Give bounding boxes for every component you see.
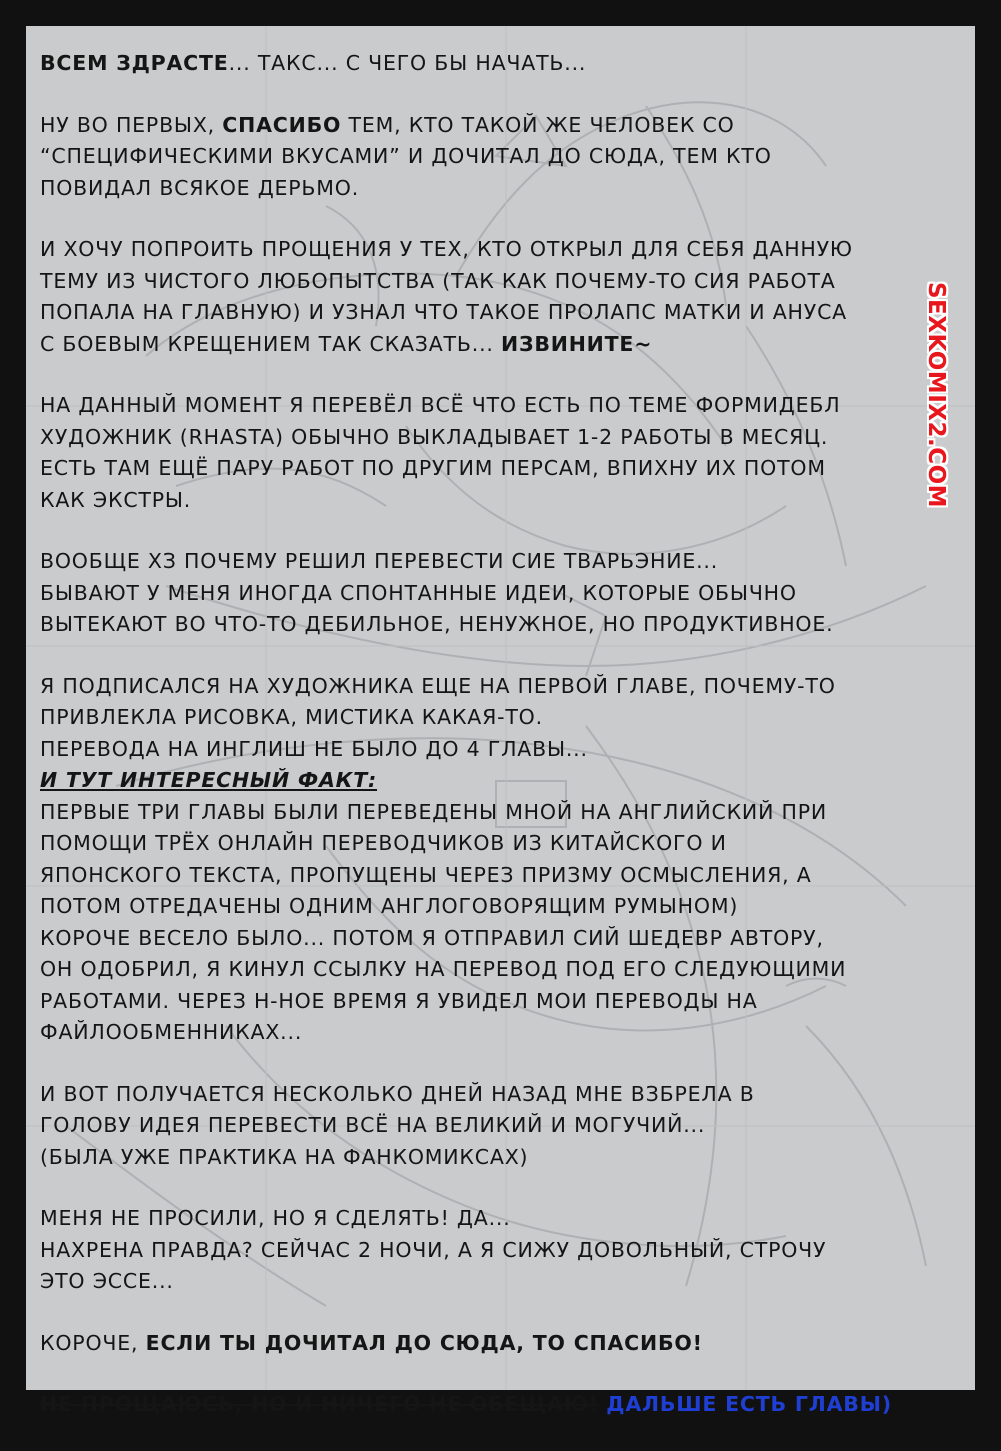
- text-line: [40, 923, 940, 955]
- text-segment: ЯПОНСКОГО ТЕКСТА, ПРОПУЩЕНЫ ЧЕРЕЗ ПРИЗМУ ОСМЫСЛЕНИЯ, А: [40, 862, 812, 887]
- paragraph: [40, 671, 940, 1049]
- text-line: [40, 1017, 940, 1049]
- text-segment: Я ПОДПИСАЛСЯ НА ХУДОЖНИКА ЕЩЕ НА ПЕРВОЙ ГЛАВЕ, ПОЧЕМУ-ТО: [40, 673, 836, 698]
- text-line: [40, 48, 940, 80]
- text-segment: (БЫЛА УЖЕ ПРАКТИКА НА ФАНКОМИКСАХ): [40, 1144, 529, 1169]
- text-segment: ЭТО ЭССЕ...: [40, 1269, 174, 1293]
- text-segment: ХУДОЖНИК (RHASTA) ОБЫЧНО ВЫКЛАДЫВАЕТ 1-2 РАБОТЫ В МЕСЯЦ.: [40, 424, 829, 449]
- text-segment: ЕСТЬ ТАМ ЕЩЁ ПАРУ РАБОТ ПО ДРУГИМ ПЕРСАМ, ВПИХНУ ИХ ПОТОМ: [40, 456, 826, 480]
- next-chapters-note: ДАЛЬШЕ ЕСТЬ ГЛАВЫ): [606, 1392, 892, 1416]
- text-segment: ФАЙЛООБМЕННИКАХ...: [40, 1020, 303, 1044]
- paragraph: [40, 1389, 940, 1421]
- paragraph: [40, 390, 940, 516]
- text-segment: ОН ОДОБРИЛ, Я КИНУЛ ССЫЛКУ НА ПЕРЕВОД ПОД ЕГО СЛЕДУЮЩИМИ: [40, 957, 847, 981]
- text-line: [40, 546, 940, 578]
- text-line: [40, 702, 940, 734]
- text-segment: ТЕМУ ИЗ ЧИСТОГО ЛЮБОПЫТСТВА (ТАК КАК ПОЧЕМУ-ТО СИЯ РАБОТА: [40, 268, 836, 293]
- text-line: [40, 797, 940, 829]
- text-line: [40, 1203, 940, 1235]
- text-segment: ВЫТЕКАЮТ ВО ЧТО-ТО ДЕБИЛЬНОЕ, НЕНУЖНОЕ, НО ПРОДУКТИВНОЕ.: [40, 612, 834, 636]
- text-segment: И ВОТ ПОЛУЧАЕТСЯ НЕСКОЛЬКО ДНЕЙ НАЗАД МНЕ ВЗБРЕЛА В: [40, 1081, 755, 1106]
- paragraph: [40, 1203, 940, 1298]
- text-line: [40, 1142, 940, 1174]
- watermark-text: SEXKOMIX2.COM: [923, 281, 949, 509]
- text-line: [40, 173, 940, 205]
- paragraph: [40, 48, 940, 80]
- text-segment: ИЗВИНИТЕ~: [501, 331, 653, 356]
- paragraph: [40, 110, 940, 205]
- text-line: [40, 1266, 940, 1298]
- text-segment: РАБОТАМИ. ЧЕРЕЗ Н-НОЕ ВРЕМЯ Я УВИДЕЛ МОИ ПЕРЕВОДЫ НА: [40, 988, 758, 1013]
- paragraph: [40, 234, 940, 360]
- text-segment: СПАСИБО: [222, 112, 342, 137]
- text-segment: НЕ ПРОЩАЮСЬ, НО И НИЧЕГО НЕ ОБЕЩАЮ!: [40, 1392, 599, 1416]
- text-line: [40, 110, 940, 142]
- text-segment: ГОЛОВУ ИДЕЯ ПЕРЕВЕСТИ ВСЁ НА ВЕЛИКИЙ И МОГУЧИЙ...: [40, 1113, 706, 1137]
- text-line: [40, 422, 940, 454]
- text-segment: ПОВИДАЛ ВСЯКОЕ ДЕРЬМО.: [40, 175, 360, 200]
- text-segment: И ТУТ ИНТЕРЕСНЫЙ ФАКТ:: [40, 768, 378, 792]
- text-line: [40, 297, 940, 329]
- text-segment: ЕСЛИ ТЫ ДОЧИТАЛ ДО СЮДА, ТО СПАСИБО!: [145, 1330, 703, 1355]
- text-line: [40, 828, 940, 860]
- text-line: [40, 860, 940, 892]
- text-line: [40, 1079, 940, 1111]
- text-segment: НАХРЕНА ПРАВДА? СЕЙЧАС 2 НОЧИ, А Я СИЖУ ДОВОЛЬНЫЙ, СТРОЧУ: [40, 1237, 827, 1262]
- text-line: [40, 390, 940, 422]
- translator-note-text: [40, 48, 940, 1451]
- text-segment: КОРОЧЕ,: [40, 1330, 146, 1355]
- text-line: [40, 1235, 940, 1267]
- text-segment: БЫВАЮТ У МЕНЯ ИНОГДА СПОНТАННЫЕ ИДЕИ, КОТОРЫЕ ОБЫЧНО: [40, 580, 797, 605]
- text-line: [40, 329, 940, 361]
- text-segment: НА ДАННЫЙ МОМЕНТ Я ПЕРЕВЁЛ ВСЁ ЧТО ЕСТЬ ПО ТЕМЕ ФОРМИДЕБЛ: [40, 393, 841, 417]
- page-frame: [26, 26, 975, 1416]
- text-segment: С БОЕВЫМ КРЕЩЕНИЕМ ТАК СКАЗАТЬ...: [40, 331, 502, 356]
- text-segment: “СПЕЦИФИЧЕСКИМИ ВКУСАМИ” И ДОЧИТАЛ ДО СЮДА, ТЕМ КТО: [40, 144, 772, 168]
- text-line: [40, 1389, 940, 1421]
- text-segment: КАК ЭКСТРЫ.: [40, 487, 192, 512]
- text-segment: КОРОЧЕ ВЕСЕЛО БЫЛО... ПОТОМ Я ОТПРАВИЛ СИЙ ШЕДЕВР АВТОРУ,: [40, 925, 824, 950]
- text-segment: ВООБЩЕ ХЗ ПОЧЕМУ РЕШИЛ ПЕРЕВЕСТИ СИЕ ТВАРЬЭНИЕ...: [40, 549, 719, 573]
- text-line: [40, 734, 940, 766]
- site-watermark: [906, 264, 966, 526]
- paragraph: [40, 546, 940, 641]
- text-segment: ПОПАЛА НА ГЛАВНУЮ) И УЗНАЛ ЧТО ТАКОЕ ПРОЛАПС МАТКИ И АНУСА: [40, 300, 848, 324]
- text-line: [40, 485, 940, 517]
- text-line: [40, 1328, 940, 1360]
- text-line: [40, 671, 940, 703]
- text-segment: ПЕРВЫЕ ТРИ ГЛАВЫ БЫЛИ ПЕРЕВЕДЕНЫ МНОЙ НА АНГЛИЙСКИЙ ПРИ: [40, 799, 828, 824]
- text-segment: ТЕМ, КТО ТАКОЙ ЖЕ ЧЕЛОВЕК СО: [341, 112, 735, 137]
- text-line: [40, 1110, 940, 1142]
- text-segment: ВСЕМ ЗДРАСТЕ: [40, 51, 229, 75]
- text-line: [40, 986, 940, 1018]
- text-line: [40, 954, 940, 986]
- text-segment: ПОТОМ ОТРЕДАЧЕНЫ ОДНИМ АНГЛОГОВОРЯЩИМ РУМЫНОМ): [40, 894, 739, 918]
- text-line: [40, 453, 940, 485]
- text-segment: И ХОЧУ ПОПРОИТЬ ПРОЩЕНИЯ У ТЕХ, КТО ОТКРЫЛ ДЛЯ СЕБЯ ДАННУЮ: [40, 237, 853, 261]
- text-line: [40, 141, 940, 173]
- paragraph: [40, 1328, 940, 1360]
- text-segment: ... ТАКС... С ЧЕГО БЫ НАЧАТЬ...: [228, 51, 587, 75]
- text-line: [40, 578, 940, 610]
- paragraph: [40, 1079, 940, 1174]
- text-segment: МЕНЯ НЕ ПРОСИЛИ, НО Я СДЕЛЯТЬ! ДА...: [40, 1206, 511, 1230]
- text-segment: ПОМОЩИ ТРЁХ ОНЛАЙН ПЕРЕВОДЧИКОВ ИЗ КИТАЙСКОГО И: [40, 831, 727, 855]
- text-line: [40, 891, 940, 923]
- text-line: [40, 234, 940, 266]
- text-line: [40, 266, 940, 298]
- text-segment: ПРИВЛЕКЛА РИСОВКА, МИСТИКА КАКАЯ-ТО.: [40, 705, 543, 729]
- text-segment: ПЕРЕВОДА НА ИНГЛИШ НЕ БЫЛО ДО 4 ГЛАВЫ...: [40, 736, 588, 761]
- text-line: [40, 609, 940, 641]
- text-segment: НУ ВО ПЕРВЫХ,: [40, 112, 223, 137]
- text-line: [40, 765, 940, 797]
